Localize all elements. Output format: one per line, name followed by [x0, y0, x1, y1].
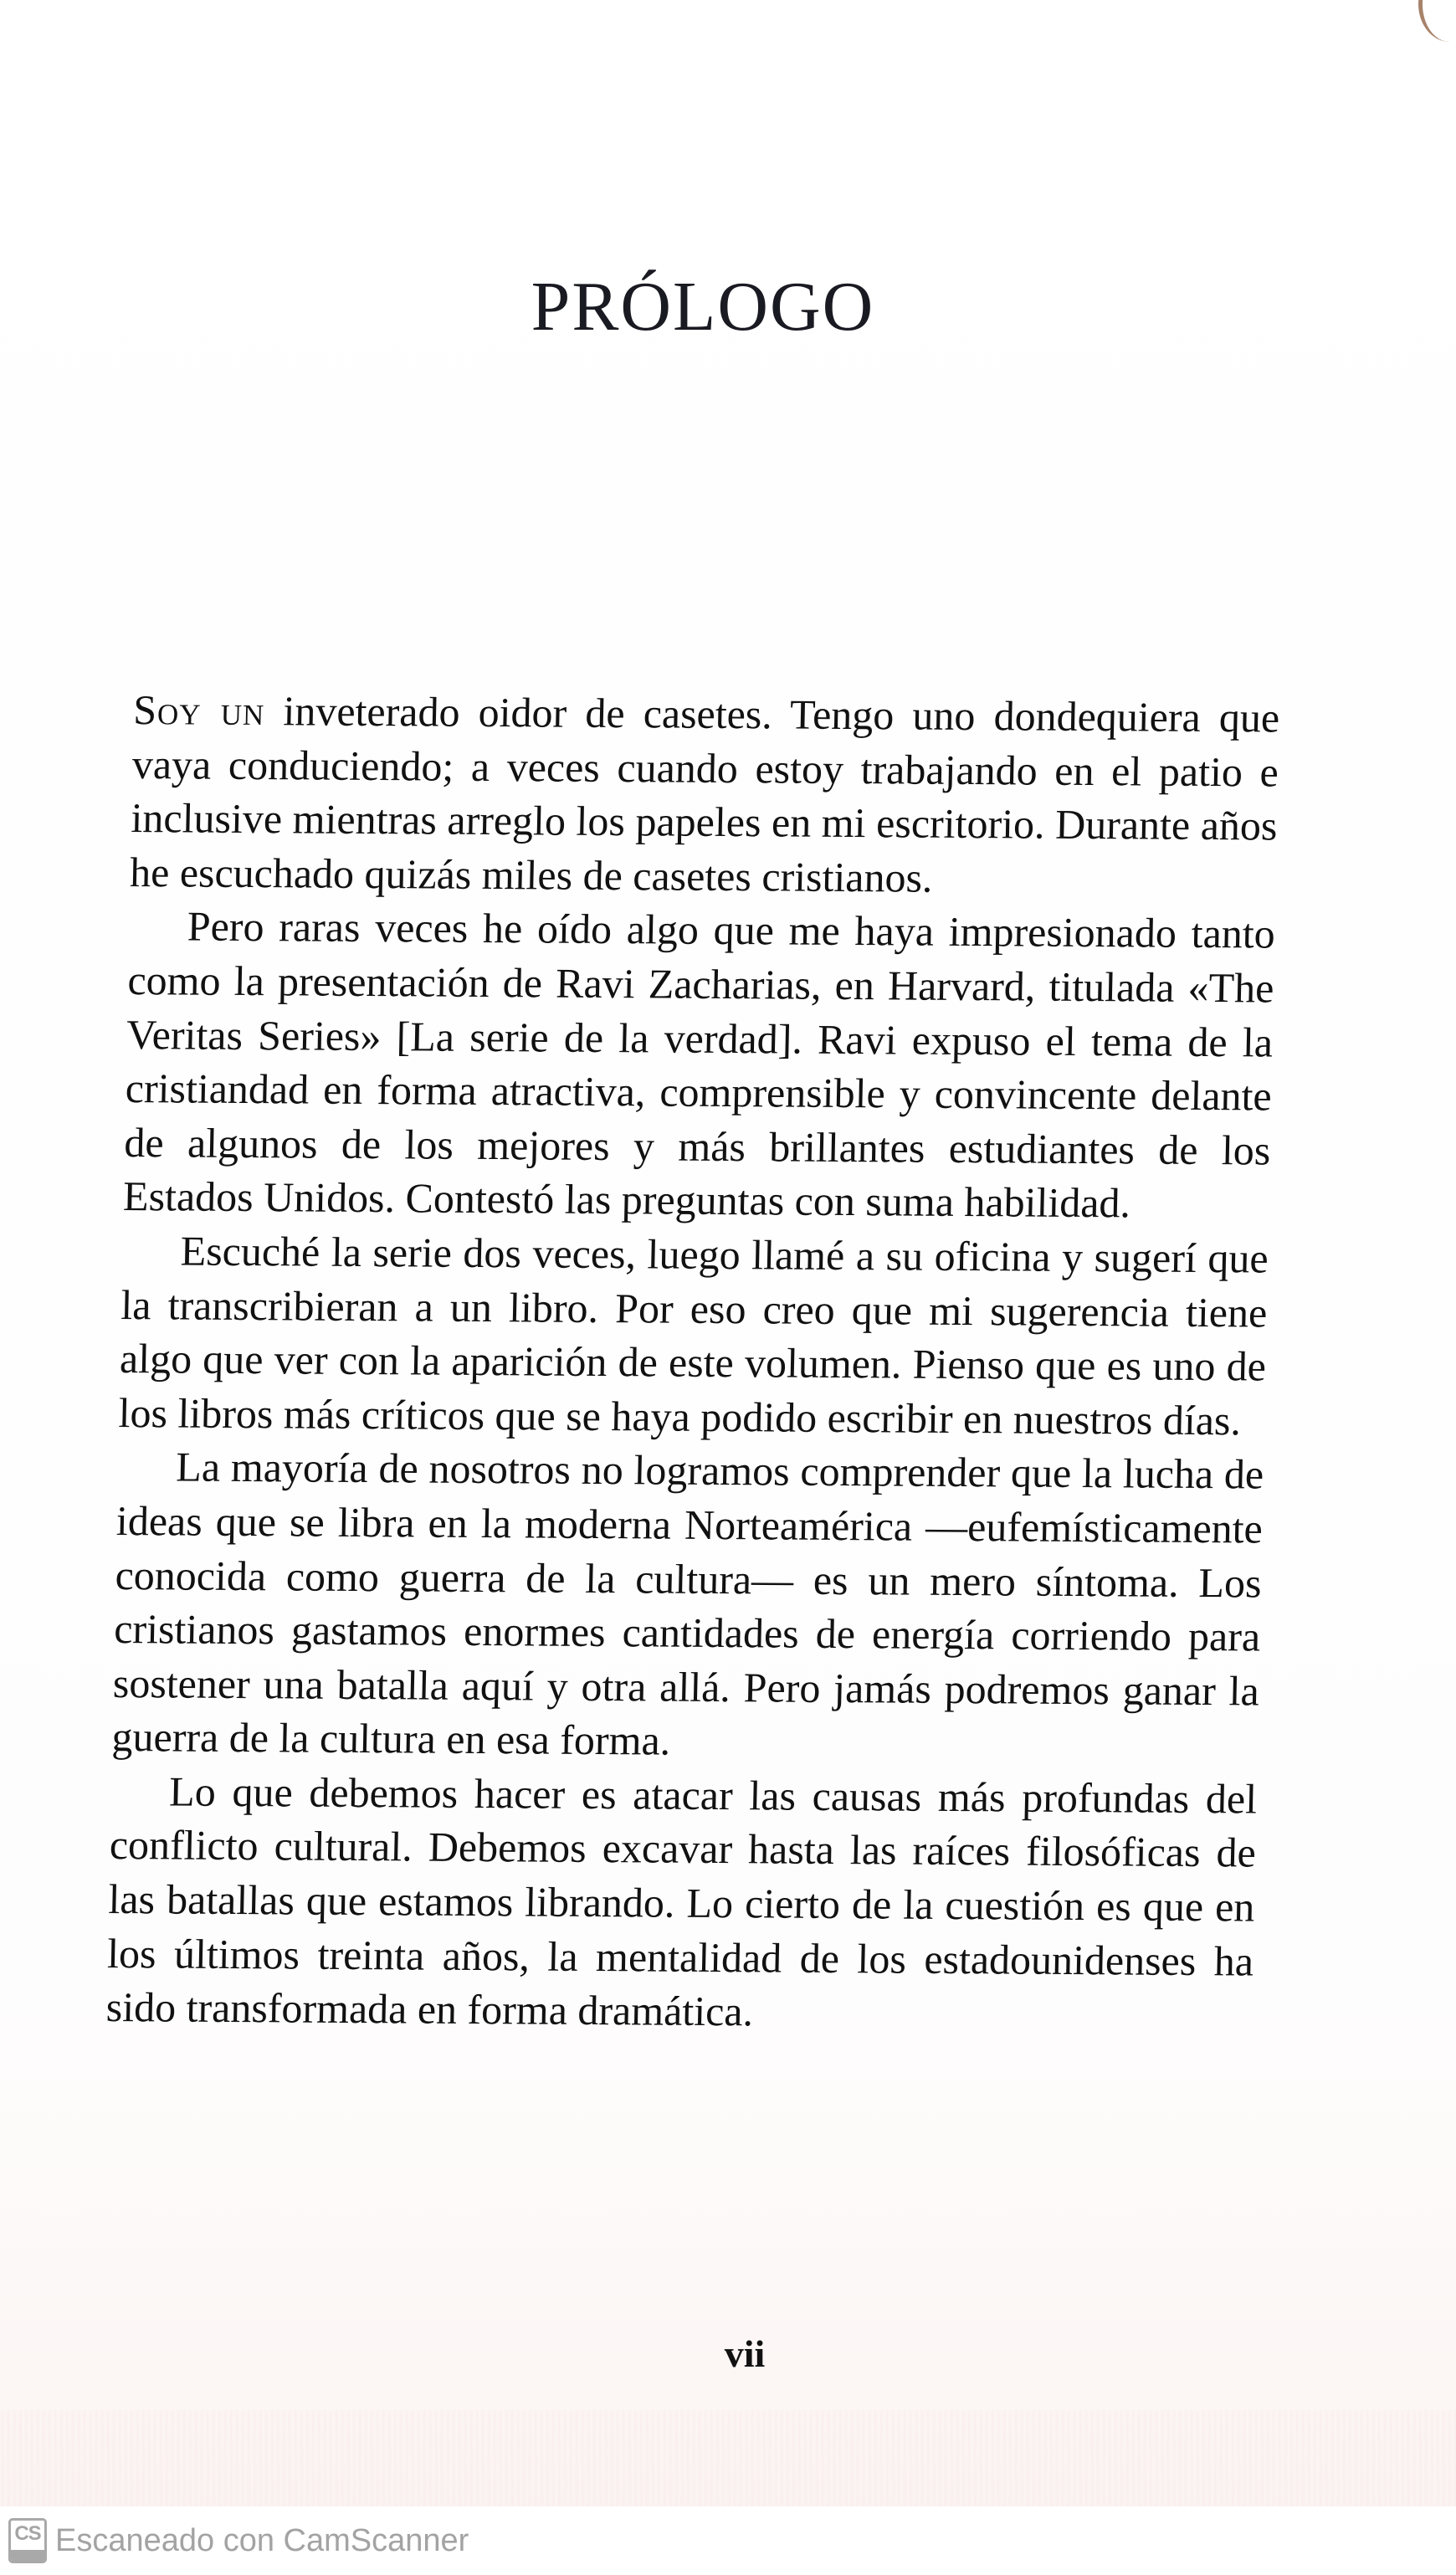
paragraph-3: Escuché la serie dos veces, luego llamé a su oficina y sugerí que la transcribieran a un libro. Por eso creo que mi sugerencia tiene algo que ver con la aparición de este volumen. Pienso que es uno de los libros más críticos que se haya podido escribir en nuestros días. [118, 1227, 1269, 1444]
paragraph-2: Pero raras veces he oído algo que me haya impresionado tanto como la presentación de Ravi Zacharias, en Harvard, titulada «The Veritas Series» [La serie de la verdad]. Ravi expuso el tema de la cristiandad en forma atractiva, comprensible y convincente delante de algunos de los mejores y más brillantes estudiantes de los Estados Unidos. Contestó las preguntas con suma habilidad. [122, 902, 1276, 1227]
camscanner-logo-text: CS [14, 2522, 41, 2545]
paragraph-1 [130, 683, 1280, 907]
lead-smallcaps: Soy un [132, 685, 265, 735]
paragraph-4: La mayoría de nosotros no logramos comprender que la lucha de ideas que se libra en la moderna Norteamérica —eufemísticamente conocida como guerra de la cultura— es un mero síntoma. Los cristianos gastamos enormes cantidades de energía corriendo para sostener una batalla aquí y otra allá. Pero jamás podremos ganar la guerra de la cultura en esa forma. [111, 1443, 1264, 1764]
paragraph-5: Lo que debemos hacer es atacar las causas más profundas del conflicto cultural. Debemos excavar hasta las raíces filosóficas de las batallas que estamos librando. Lo cierto de la cuestión es que en los últimos treinta años, la mentalidad de los estadounidenses ha sido transformada en forma dramática. [105, 1767, 1258, 2035]
page-corner-curl [1418, 0, 1456, 42]
scan-noise [0, 2410, 1456, 2506]
page-number: vii [724, 2332, 766, 2375]
page-title: PRÓLOGO [531, 268, 875, 346]
paragraph-1-text: inveterado oidor de casetes. Tengo uno dondequiera que vaya conduciendo; a veces cuando estoy trabajando en el patio e inclusive mientras arreglo los papeles en mi escritorio. Durante años he escuchado quizás miles de casetes cristianos. [129, 687, 1280, 901]
camscanner-footer [0, 2506, 1456, 2575]
camscanner-label: Escaneado con CamScanner [55, 2522, 469, 2558]
body-text [105, 683, 1280, 2042]
camscanner-logo-bar [11, 2550, 44, 2561]
camscanner-logo-icon [8, 2518, 47, 2563]
